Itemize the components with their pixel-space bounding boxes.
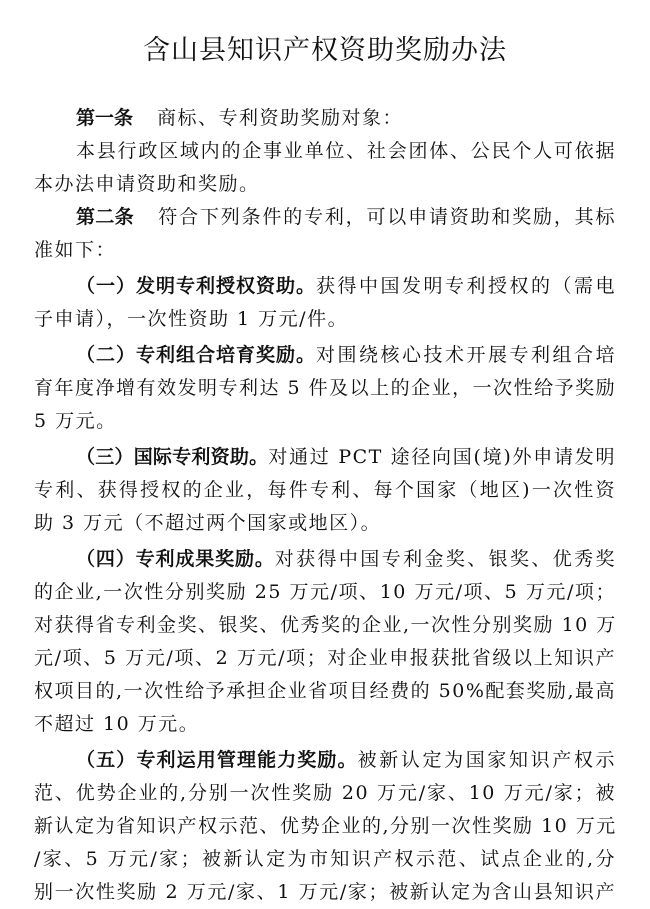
item-5-line-1: 被新认定为国家知识产权示	[357, 749, 616, 771]
article-2-line-2: 准如下：	[34, 239, 117, 261]
article-1-heading: 第一条	[76, 107, 134, 129]
item-2-first-line	[76, 339, 616, 372]
item-5-label: （五）专利运用管理能力奖励。	[76, 749, 358, 771]
item-5-line-3: 新认定为省知识产权示范、优势企业的,分别一次性奖励 10 万元	[34, 815, 617, 837]
item-1-first-line	[76, 270, 616, 303]
item-2-line-3: 5 万元。	[34, 410, 117, 432]
article-1-heading-line	[76, 102, 616, 135]
article-1-line-2: 本办法申请资助和奖励。	[34, 173, 260, 195]
item-2-label: （二）专利组合培育奖励。	[76, 344, 316, 366]
item-3-label: （三）国际专利资助。	[76, 446, 269, 468]
item-1-line-2: 子申请），一次性资助 1 万元/件。	[34, 308, 349, 330]
item-4-first-line	[76, 543, 616, 576]
item-3-line-2: 专利、获得授权的企业，每件专利、每个国家（地区)一次性资	[34, 479, 616, 501]
document-title: 含山县知识产权资助奖励办法	[143, 35, 507, 66]
item-4-line-5: 权项目的,一次性给予承担企业省项目经费的 50%配套奖励,最高	[34, 680, 616, 702]
item-2-line-2: 育年度净增有效发明专利达 5 件及以上的企业，一次性给予奖励	[34, 377, 617, 399]
article-2-heading-line	[76, 201, 616, 234]
article-2-line-1: 符合下列条件的专利，可以申请资助和奖励，其标	[157, 206, 616, 228]
article-1-subject: 商标、专利资助奖励对象：	[157, 107, 404, 129]
article-1-line-1: 本县行政区域内的企事业单位、社会团体、公民个人可依据	[76, 140, 616, 162]
item-1-label: （一）发明专利授权资助。	[76, 275, 316, 297]
item-3-first-line	[76, 441, 616, 474]
item-4-line-4: 元/项、5 万元/项、2 万元/项；对企业申报获批省级以上知识产	[34, 647, 616, 669]
item-4-line-6: 不超过 10 万元。	[34, 713, 200, 735]
item-3-line-1: 对通过 PCT 途径向国(境)外申请发明	[268, 446, 616, 468]
article-2-heading: 第二条	[76, 206, 134, 228]
item-5-line-4: /家、5 万元/家；被新认定为市知识产权示范、试点企业的,分	[34, 848, 616, 870]
item-5-line-5: 别一次性奖励 2 万元/家、1 万元/家；被新认定为含山县知识产	[34, 881, 616, 903]
item-1-line-1: 获得中国发明专利授权的（需电	[316, 275, 616, 297]
item-4-line-1: 对获得中国专利金奖、银奖、优秀奖	[274, 548, 616, 570]
item-5-line-2: 范、优势企业的,分别一次性奖励 20 万元/家、10 万元/家；被	[34, 782, 616, 804]
item-4-label: （四）专利成果奖励。	[76, 548, 275, 570]
item-5-first-line	[76, 744, 616, 777]
item-4-line-2: 的企业,一次性分别奖励 25 万元/项、10 万元/项、5 万元/项；	[34, 581, 616, 603]
item-3-line-3: 助 3 万元（不超过两个国家或地区）。	[34, 512, 382, 534]
item-4-line-3: 对获得省专利金奖、银奖、优秀奖的企业,一次性分别奖励 10 万	[34, 614, 617, 636]
item-2-line-1: 对围绕核心技术开展专利组合培	[316, 344, 616, 366]
